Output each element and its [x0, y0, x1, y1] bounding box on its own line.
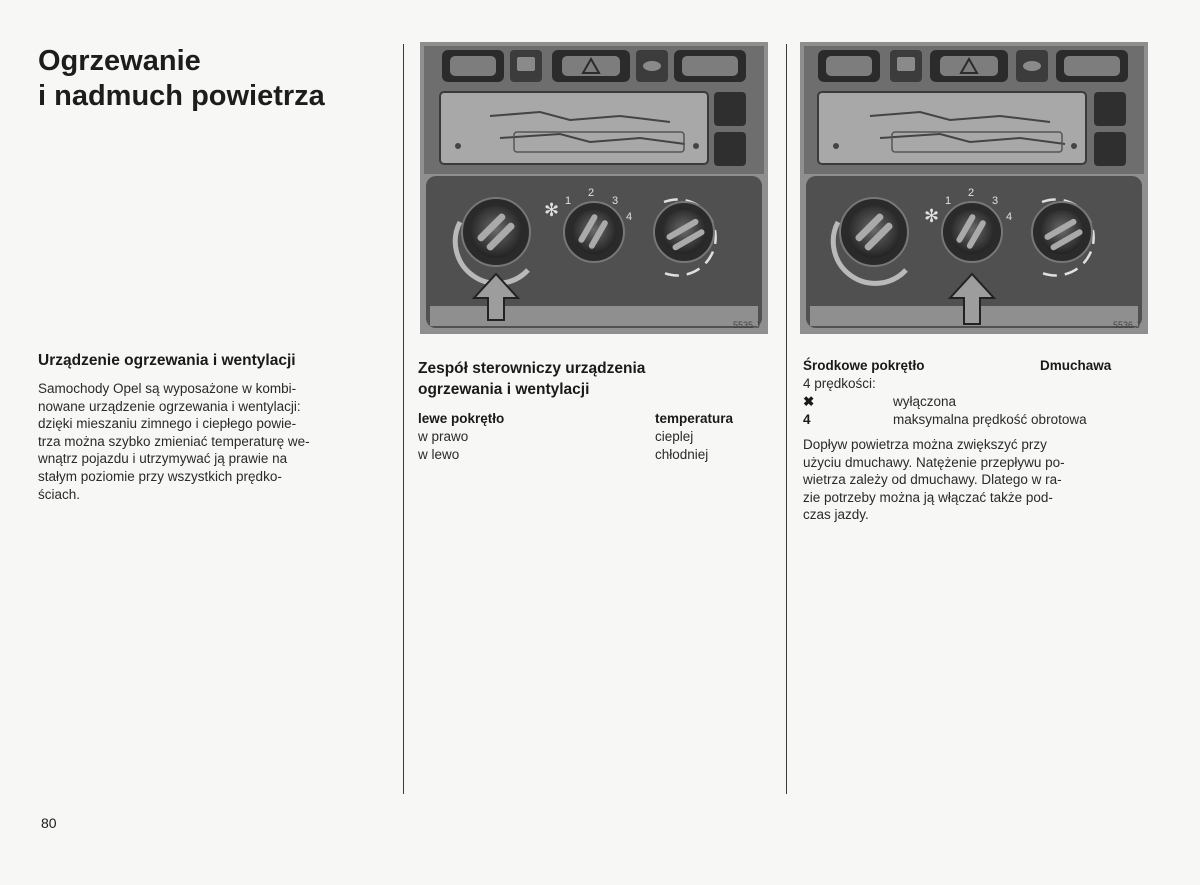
- heater-panel-figure-1: [420, 42, 768, 334]
- fan-speed-1: 1: [565, 195, 572, 207]
- col2-row-right: cieplej: [655, 429, 694, 444]
- heater-panel-illustration: [420, 42, 768, 334]
- col1-line: wnątrz pojazdu i utrzymywać ją prawie na: [38, 451, 288, 467]
- col3-row-value: wyłączona: [893, 394, 957, 409]
- fan-speed-3: 3: [612, 195, 619, 207]
- figure-id-2: 5536 J: [1112, 320, 1140, 330]
- page-title: [38, 44, 325, 114]
- col1-line: nowane urządzenie ogrzewania i wentylacji:: [38, 398, 301, 414]
- heater-panel-figure-2: [800, 42, 1148, 334]
- fan-speed-4: 4: [626, 211, 633, 223]
- col2-row-left: w prawo: [418, 429, 469, 444]
- fan-speed-2: 2: [588, 187, 595, 199]
- title-line-1: Ogrzewanie: [38, 45, 201, 77]
- col1-paragraph: [38, 380, 310, 503]
- col3-speeds-line: 4 prędkości:: [803, 376, 876, 391]
- col1-line: Samochody Opel są wyposażone w kombi-: [38, 381, 297, 396]
- col2-row: [418, 446, 758, 464]
- col3-paragraph: [803, 436, 1065, 524]
- info-display: [818, 92, 1086, 164]
- fan-speed-2: 2: [968, 187, 975, 199]
- col1-subheading: Urządzenie ogrzewania i wentylacji: [38, 352, 296, 369]
- col3-row-value: maksymalna prędkość obrotowa: [893, 412, 1087, 427]
- col3-line: wietrza zależy od dmuchawy. Dlatego w ra-: [803, 472, 1062, 488]
- col3-left-header: Środkowe pokrętło: [803, 358, 925, 373]
- heater-panel-illustration: [800, 42, 1148, 334]
- col3-line: Dopływ powietrza można zwiększyć przy: [803, 437, 1047, 452]
- page-number: 80: [41, 815, 57, 831]
- col3-line: czas jazdy.: [803, 507, 869, 523]
- col3-line: użyciu dmuchawy. Natężenie przepływu po-: [803, 454, 1065, 470]
- col2-subheading-line-2: ogrzewania i wentylacji: [418, 381, 590, 398]
- col2-row-right: chłodniej: [655, 447, 709, 462]
- col2-left-header: lewe pokrętło: [418, 411, 505, 426]
- column-divider-2: [786, 44, 787, 794]
- col3-row-key: 4: [803, 412, 811, 427]
- figure-id-1: 5535 J: [732, 320, 760, 330]
- col1-line: ściach.: [38, 486, 81, 502]
- col1-line: dzięki mieszaniu zimnego i ciepłego powie-: [38, 416, 297, 432]
- col2-subheading-line-1: Zespół sterowniczy urządzenia: [418, 360, 646, 377]
- column-divider-1: [403, 44, 404, 794]
- fan-symbol-icon: ✻: [544, 200, 560, 221]
- fan-speed-1: 1: [945, 195, 952, 207]
- col3-right-header: Dmuchawa: [1040, 358, 1112, 373]
- fan-speed-3: 3: [992, 195, 999, 207]
- col2-subheading: [418, 358, 645, 400]
- fan-off-icon: ✖: [803, 394, 815, 409]
- fan-symbol-icon: ✻: [924, 206, 940, 227]
- col2-row-left: w lewo: [418, 447, 460, 462]
- info-display: [440, 92, 708, 164]
- title-line-2: i nadmuch powietrza: [38, 80, 325, 112]
- col3-table: [803, 357, 1143, 429]
- col2-table: [418, 410, 758, 464]
- col3-line: zie potrzeby można ją włączać także pod-: [803, 489, 1053, 505]
- col2-right-header: temperatura: [655, 411, 734, 426]
- col1-line: stałym poziomie przy wszystkich prędko-: [38, 468, 282, 484]
- fan-speed-4: 4: [1006, 211, 1013, 223]
- col2-row: [418, 428, 758, 446]
- col3-row: [803, 393, 1143, 411]
- col1-line: trza można szybko zmieniać temperaturę we-: [38, 433, 310, 449]
- col3-row: [803, 411, 1143, 429]
